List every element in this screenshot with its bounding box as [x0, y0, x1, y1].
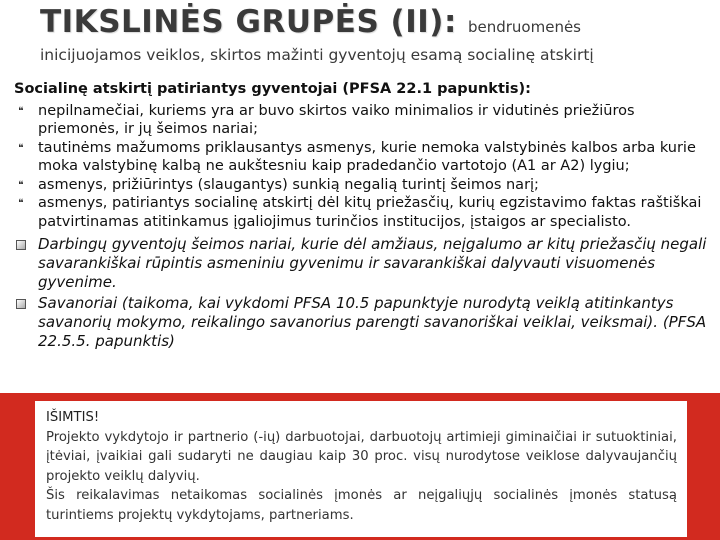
list-item: [14, 194, 716, 231]
list-item-text: asmenys, prižiūrintys (slaugantys) sunkią negalią turintį šeimos narį;: [38, 176, 539, 193]
list-item-text: asmenys, patiriantys socialinę atskirtį dėl kitų priežasčių, kurių egzistavimo faktas raštiškai patvirtinamas atitinkamus įgaliojimus turinčios institucijos, įstaigos ar specialisto.: [38, 195, 702, 230]
title-suffix: bendruomenės: [467, 18, 581, 36]
slide-content: [14, 68, 716, 353]
checkbox-bullet-icon: [14, 238, 28, 257]
list-item-text: Darbingų gyventojų šeimos nariai, kurie dėl amžiaus, neįgalumo ar kitų priežasčių negali savarankiškai rūpintis asmeniniu gyvenimu ir savarankiškai dalyvauti visuomenės gyvenime.: [38, 235, 707, 291]
bullet-icon: ❝: [18, 198, 24, 209]
slide-title: [40, 4, 581, 40]
title-main: TIKSLINĖS GRUPĖS (II):: [40, 4, 457, 40]
list-item-text: tautinėms mažumoms priklausantys asmenys, kurie nemoka valstybinės kalbos arba kurie moka valstybinę kalbą ne aukštesniu kaip pradedančio vartotojo (A1 ar A2) lygiu;: [38, 139, 696, 174]
target-groups-list: [14, 235, 716, 351]
checkbox-bullet-icon: [14, 297, 28, 316]
list-item: [14, 139, 716, 176]
slide-subtitle: inicijuojamos veiklos, skirtos mažinti gyventojų esamą socialinę atskirtį: [40, 46, 594, 64]
section-heading: Socialinę atskirtį patiriantys gyventojai (PFSA 22.1 papunktis):: [14, 81, 531, 97]
list-item: [14, 102, 716, 139]
list-item: [14, 294, 716, 351]
bullet-icon: ❝: [18, 105, 24, 117]
criteria-list: [14, 102, 716, 232]
exception-box: [35, 401, 687, 537]
exception-paragraph: Projekto vykdytojo ir partnerio (-ių) darbuotojai, darbuotojų artimieji giminaičiai ir sutuoktiniai, įtėviai, įvaikiai gali sudaryti ne daugiau kaip 30 proc. visų nurodytose veiklose dalyvaujančių projekto veiklų dalyvių.: [46, 429, 677, 484]
list-item-text: nepilnamečiai, kuriems yra ar buvo skirtos vaiko minimalios ir vidutinės priežiūros priemonės, ir jų šeimos nariai;: [38, 102, 635, 137]
bullet-icon: ❝: [18, 142, 24, 154]
list-item: [14, 176, 716, 195]
list-item: [14, 235, 716, 292]
exception-paragraph: Šis reikalavimas netaikomas socialinės įmonės ar neįgaliųjų socialinės įmonės statusą turintiems projektų vykdytojams, partneriams.: [46, 488, 677, 523]
bullet-icon: ❝: [18, 179, 24, 191]
exception-heading: IŠIMTIS!: [46, 410, 100, 425]
list-item-text: Savanoriai (taikoma, kai vykdomi PFSA 10.5 papunktyje nurodytą veiklą atitinkantys savanorių mokymo, reikalingo savanorius parengti savanoriškai veiklai, veiksmai). (PFSA 22.5.5. papunktis): [38, 294, 707, 350]
